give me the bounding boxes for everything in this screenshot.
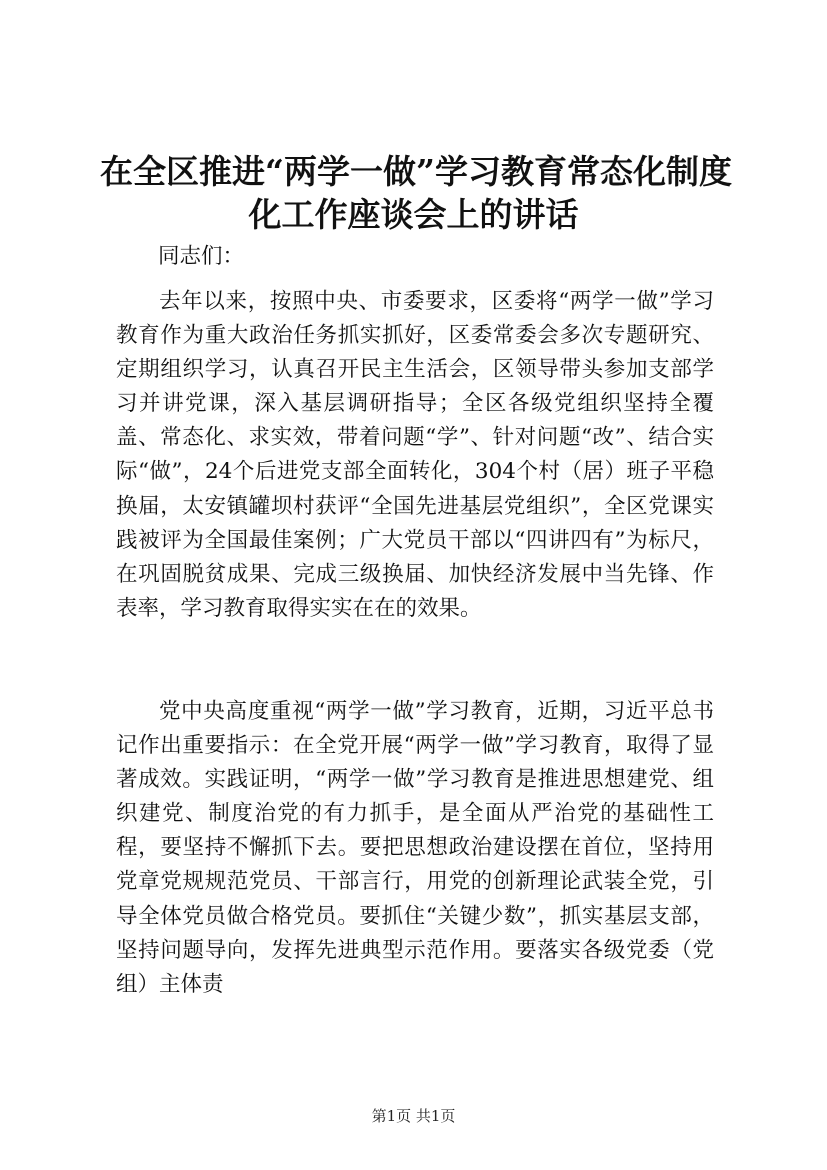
page-footer: 第1页 共1页 [371,1107,456,1125]
document-title-line-1: 在全区推进“两学一做”学习教育常态化制度 [100,152,732,191]
body-paragraph-2: 党中央高度重视“两学一做”学习教育，近期，习近平总书记作出重要指示：在全党开展“两学一做”学习教育，取得了显著成效。实践证明，“两学一做”学习教育是推进思想建党、组织建党、制度治党的有力抓手，是全面从严治党的基础性工程，要坚持不懈抓下去。要把思想政治建设摆在首位，坚持用党章党规规范党员、干部言行，用党的创新理论武装全党，引导全体党员做合格党员。要抓住“关键少数”，抓实基层支部，坚持问题导向，发挥先进典型示范作用。要落实各级党委（党组）主体责 [116,699,714,997]
body-paragraph-1: 去年以来，按照中央、市委要求，区委将“两学一做”学习教育作为重大政治任务抓实抓好，区委常委会多次专题研究、定期组织学习，认真召开民主生活会，区领导带头参加支部学习并讲党课，深入基层调研指导；全区各级党组织坚持全覆盖、常态化、求实效，带着问题“学”、针对问题“改”、结合实际“做”，24个后进党支部全面转化，304个村（居）班子平稳换届，太安镇罐坝村获评“全国先进基层党组织”，全区党课实践被评为全国最佳案例；广大党员干部以“四讲四有”为标尺，在巩固脱贫成果、完成三级换届、加快经济发展中当先锋、作表率，学习教育取得实实在在的效果。 [116,289,714,621]
salutation: 同志们： [158,244,245,269]
document-title-line-2: 化工作座谈会上的讲话 [248,195,579,234]
